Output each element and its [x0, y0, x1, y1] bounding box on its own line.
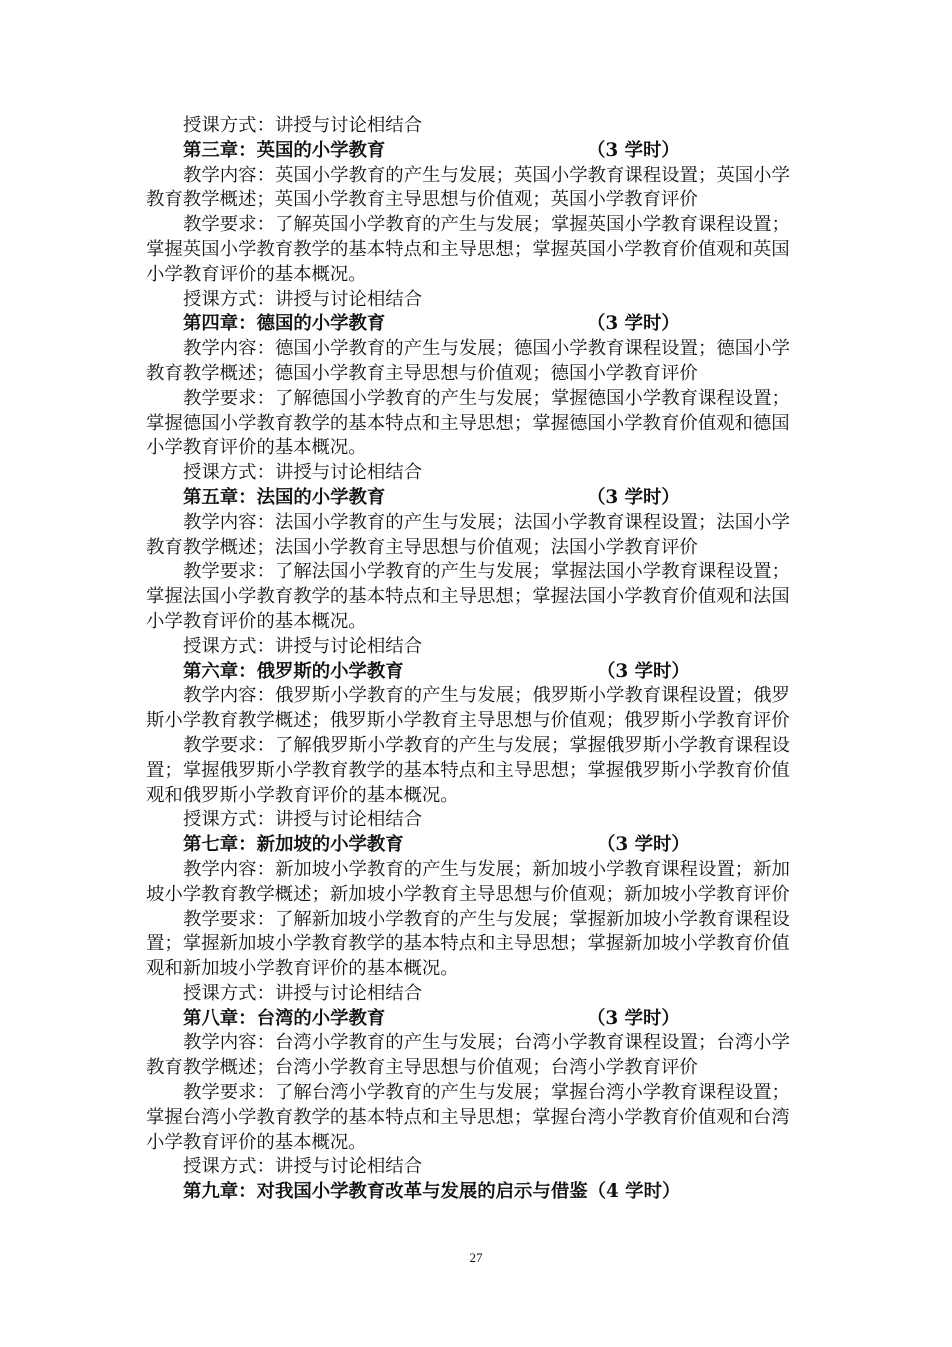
paragraph-first-line: 教学内容：俄罗斯小学教育的产生与发展；俄罗斯小学教育课程设置；俄罗 — [183, 685, 790, 707]
paragraph-line: 置；掌握俄罗斯小学教育教学的基本特点和主导思想；掌握俄罗斯小学教育价值 — [146, 759, 790, 781]
paragraph-first-line: 教学内容：新加坡小学教育的产生与发展；新加坡小学教育课程设置；新加 — [183, 858, 790, 880]
paragraph-line: 掌握英国小学教育教学的基本特点和主导思想；掌握英国小学教育价值观和英国 — [146, 238, 790, 260]
document-page — [146, 114, 810, 1205]
chapter-hours: （3 学时） — [597, 834, 690, 856]
paragraph-first-line: 授课方式：讲授与讨论相结合 — [183, 288, 423, 310]
paragraph-line: 小学教育评价的基本概况。 — [146, 437, 367, 459]
paragraph-line: 教育教学概述；德国小学教育主导思想与价值观；德国小学教育评价 — [146, 362, 698, 384]
paragraph-line: 掌握德国小学教育教学的基本特点和主导思想；掌握德国小学教育价值观和德国 — [146, 412, 790, 434]
paragraph-line: 小学教育评价的基本概况。 — [146, 1131, 367, 1153]
paragraph-line: 教育教学概述；法国小学教育主导思想与价值观；法国小学教育评价 — [146, 536, 698, 558]
paragraph-first-line: 教学内容：德国小学教育的产生与发展；德国小学教育课程设置；德国小学 — [183, 338, 790, 360]
paragraph-first-line: 教学要求：了解英国小学教育的产生与发展；掌握英国小学教育课程设置； — [183, 214, 790, 236]
paragraph-first-line: 授课方式：讲授与讨论相结合 — [183, 635, 423, 657]
paragraph-first-line: 授课方式：讲授与讨论相结合 — [183, 1156, 423, 1178]
paragraph-line: 小学教育评价的基本概况。 — [146, 610, 367, 632]
chapter-hours: （3 学时） — [587, 313, 680, 335]
paragraph-first-line: 授课方式：讲授与讨论相结合 — [183, 115, 423, 136]
paragraph-first-line: 教学要求：了解台湾小学教育的产生与发展；掌握台湾小学教育课程设置； — [183, 1082, 790, 1104]
page-number: 27 — [469, 1250, 483, 1265]
paragraph-line: 掌握法国小学教育教学的基本特点和主导思想；掌握法国小学教育价值观和法国 — [146, 586, 790, 608]
paragraph-line: 观和俄罗斯小学教育评价的基本概况。 — [146, 784, 459, 806]
paragraph-first-line: 教学内容：台湾小学教育的产生与发展；台湾小学教育课程设置；台湾小学 — [183, 1032, 790, 1054]
paragraph-line: 观和新加坡小学教育评价的基本概况。 — [146, 958, 459, 980]
chapter-title: 第七章：新加坡的小学教育 — [183, 834, 404, 856]
paragraph-first-line: 教学内容：英国小学教育的产生与发展；英国小学教育课程设置；英国小学 — [183, 164, 790, 186]
chapter-title: 第三章：英国的小学教育 — [183, 139, 386, 161]
paragraph-line: 教育教学概述；台湾小学教育主导思想与价值观；台湾小学教育评价 — [146, 1057, 698, 1079]
paragraph-first-line: 授课方式：讲授与讨论相结合 — [183, 462, 423, 484]
paragraph-line: 坡小学教育教学概述；新加坡小学教育主导思想与价值观；新加坡小学教育评价 — [146, 883, 790, 905]
paragraph-first-line: 教学要求：了解法国小学教育的产生与发展；掌握法国小学教育课程设置； — [183, 561, 790, 583]
chapter-title: 第八章：台湾的小学教育 — [183, 1007, 386, 1029]
chapter-heading — [146, 486, 810, 511]
paragraph-first-line: 教学要求：了解俄罗斯小学教育的产生与发展；掌握俄罗斯小学教育课程设 — [183, 734, 790, 756]
chapter-hours: （3 学时） — [597, 660, 690, 682]
chapter-title: 第四章：德国的小学教育 — [183, 313, 386, 335]
chapter-heading — [146, 139, 810, 164]
paragraph-first-line: 授课方式：讲授与讨论相结合 — [183, 982, 423, 1004]
paragraph-line: 教育教学概述；英国小学教育主导思想与价值观；英国小学教育评价 — [146, 189, 698, 211]
paragraph-first-line: 教学要求：了解德国小学教育的产生与发展；掌握德国小学教育课程设置； — [183, 387, 790, 409]
paragraph-line: 置；掌握新加坡小学教育教学的基本特点和主导思想；掌握新加坡小学教育价值 — [146, 933, 790, 955]
paragraph-line: 斯小学教育教学概述；俄罗斯小学教育主导思想与价值观；俄罗斯小学教育评价 — [146, 710, 790, 732]
chapter-hours: （3 学时） — [587, 1007, 680, 1029]
chapter-heading — [146, 660, 810, 685]
chapter-hours: （3 学时） — [587, 486, 680, 508]
chapter-title: 第九章：对我国小学教育改革与发展的启示与借鉴（4 学时） — [183, 1181, 681, 1203]
paragraph-first-line: 教学要求：了解新加坡小学教育的产生与发展；掌握新加坡小学教育课程设 — [183, 908, 790, 930]
paragraph-line: 掌握台湾小学教育教学的基本特点和主导思想；掌握台湾小学教育价值观和台湾 — [146, 1106, 790, 1128]
chapter-title: 第六章：俄罗斯的小学教育 — [183, 660, 404, 682]
chapter-heading — [146, 1007, 810, 1032]
chapter-heading — [146, 312, 810, 337]
paragraph-first-line: 授课方式：讲授与讨论相结合 — [183, 809, 423, 831]
chapter-heading — [146, 833, 810, 858]
chapter-hours: （3 学时） — [587, 139, 680, 161]
chapter-heading — [146, 1180, 810, 1205]
paragraph-line: 小学教育评价的基本概况。 — [146, 263, 367, 285]
chapter-title: 第五章：法国的小学教育 — [183, 486, 386, 508]
paragraph-first-line: 教学内容：法国小学教育的产生与发展；法国小学教育课程设置；法国小学 — [183, 511, 790, 533]
